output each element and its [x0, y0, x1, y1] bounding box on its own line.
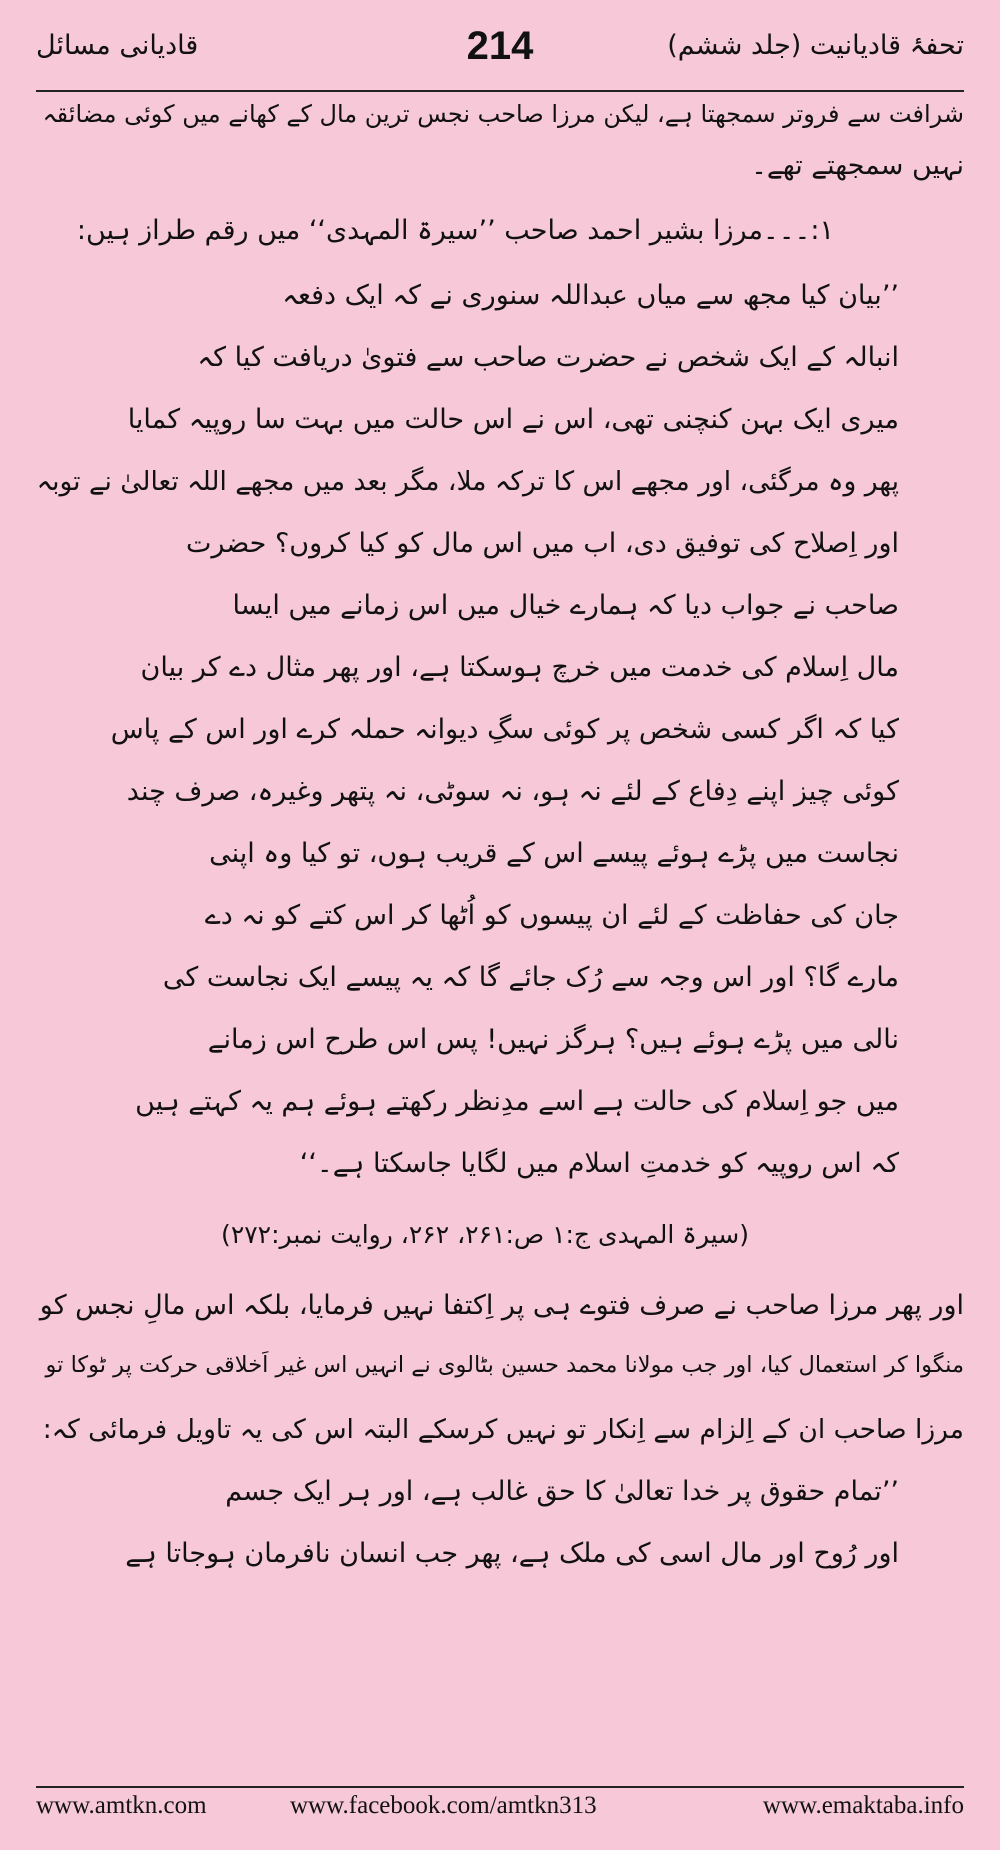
text-line: اور پھر مرزا صاحب نے صرف فتوے ہی پر اِکتفا نہیں فرمایا، بلکہ اس مالِ نجس کو	[39, 1290, 964, 1321]
text-line: نہیں سمجھتے تھے۔	[751, 150, 964, 181]
quote-line: ’’بیان کیا مجھ سے میاں عبداللہ سنوری نے کہ ایک دفعہ	[282, 280, 899, 311]
section-title: قادیانی مسائل	[36, 30, 199, 61]
quote-line: کوئی چیز اپنے دِفاع کے لئے نہ ہو، نہ سوٹی، نہ پتھر وغیرہ، صرف چند	[126, 776, 899, 807]
quote-line: اور اِصلاح کی توفیق دی، اب میں اس مال کو کیا کروں؟ حضرت	[185, 528, 899, 559]
quote-line: نجاست میں پڑے ہوئے پیسے اس کے قریب ہوں، تو کیا وہ اپنی	[209, 838, 899, 869]
quote-line: کیا کہ اگر کسی شخص پر کوئی سگِ دیوانہ حملہ کرے اور اس کے پاس	[110, 714, 899, 745]
text-line: شرافت سے فروتر سمجھتا ہے، لیکن مرزا صاحب نجس ترین مال کے کھانے میں کوئی مضائقہ	[42, 100, 964, 128]
footer-link-amtkn[interactable]: www.amtkn.com	[36, 1792, 207, 1819]
quote-line: کہ اس روپیہ کو خدمتِ اسلام میں لگایا جاسکتا ہے۔‘‘	[299, 1148, 899, 1179]
quote-line: جان کی حفاظت کے لئے ان پیسوں کو اُٹھا کر اس کتے کو نہ دے	[204, 900, 899, 931]
page-body	[36, 0, 964, 1780]
citation-heading: ۱:۔۔۔مرزا بشیر احمد صاحب ’’سیرۃ المہدی‘‘ میں رقم طراز ہیں:	[76, 215, 834, 246]
quote-line: پھر وہ مرگئی، اور مجھے اس کا ترکہ ملا، مگر بعد میں مجھے اللہ تعالیٰ نے توبہ	[36, 466, 899, 497]
page-footer	[36, 1792, 964, 1832]
quote-line: میں جو اِسلام کی حالت ہے اسے مدِنظر رکھتے ہوئے ہم یہ کہتے ہیں	[135, 1086, 899, 1117]
quote-line: انبالہ کے ایک شخص نے حضرت صاحب سے فتویٰ دریافت کیا کہ	[197, 342, 899, 373]
quote-line: مال اِسلام کی خدمت میں خرچ ہوسکتا ہے، اور پھر مثال دے کر بیان	[140, 652, 899, 683]
quote-line: اور رُوح اور مال اسی کی ملک ہے، پھر جب انسان نافرمان ہوجاتا ہے	[125, 1538, 899, 1569]
quote-line: نالی میں پڑے ہوئے ہیں؟ ہرگز نہیں! پس اس طرح اس زمانے	[207, 1024, 899, 1055]
page-number: 214	[466, 24, 534, 68]
reference-citation: (سیرۃ المہدی ج:۱ ص:۲۶۱، ۲۶۲، روایت نمبر:۲۷۲)	[221, 1220, 749, 1249]
footer-divider	[36, 1786, 964, 1788]
footer-link-facebook[interactable]: www.facebook.com/amtkn313	[290, 1792, 597, 1819]
quote-line: ’’تمام حقوق پر خدا تعالیٰ کا حق غالب ہے، اور ہر ایک جسم	[225, 1476, 899, 1507]
text-line: مرزا صاحب ان کے اِلزام سے اِنکار تو نہیں کرسکے البتہ اس کی یہ تاویل فرمائی کہ:	[42, 1414, 964, 1445]
text-line: منگوا کر استعمال کیا، اور جب مولانا محمد حسین بٹالوی نے انہیں اس غیر اَخلاقی حرکت پر ٹوکا تو	[45, 1352, 964, 1378]
quote-line: صاحب نے جواب دیا کہ ہمارے خیال میں اس زمانے میں ایسا	[232, 590, 899, 621]
quote-line: مارے گا؟ اور اس وجہ سے رُک جائے گا کہ یہ پیسے ایک نجاست کی	[162, 962, 899, 993]
book-title: تحفۂ قادیانیت (جلد ششم)	[667, 30, 964, 61]
quote-line: میری ایک بہن کنچنی تھی، اس نے اس حالت میں بہت سا روپیہ کمایا	[127, 404, 899, 435]
footer-link-emaktaba[interactable]: www.emaktaba.info	[762, 1792, 964, 1819]
